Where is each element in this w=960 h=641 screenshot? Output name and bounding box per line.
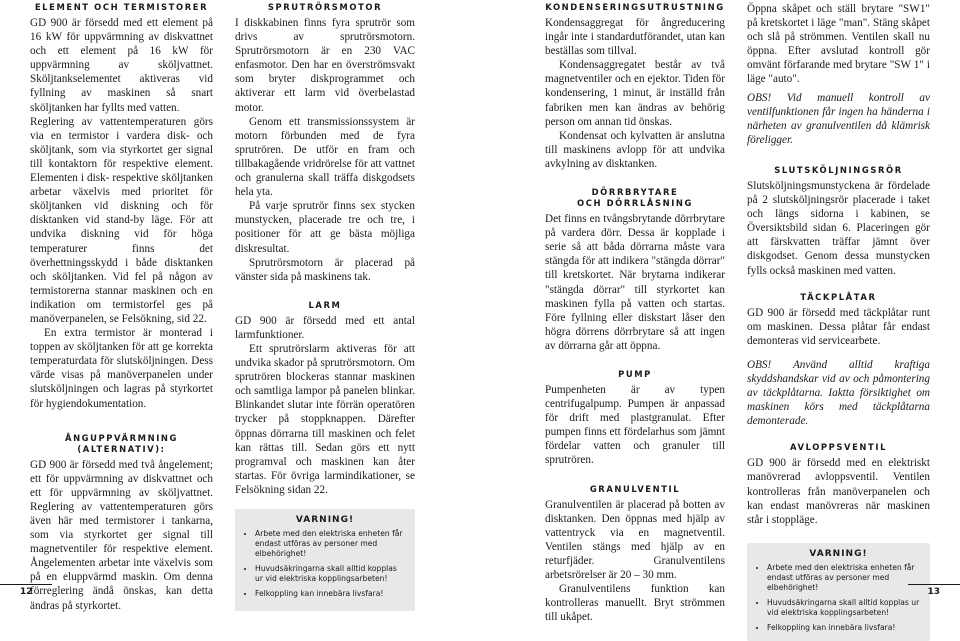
paragraph: GD 900 är försedd med två ångelement; ett för uppvärmning av diskvattnet och ett för uppvärmning av sköljvattnet. Reglering av vattentemperaturen görs även här med termistorer i tankarna, som via styrkortet ger signal till magnetventiler för respektive element. Ångelementen arbetar inte växelvis som på en eluppvärmd maskin. Om denna förreglering ändå önskas, kan detta ändras på styrkortet. xyxy=(30,458,213,612)
column-3 xyxy=(545,0,725,624)
heading-anguppvarmning: ÅNGUPPVÄRMNING (ALTERNATIV): xyxy=(64,432,179,454)
warning-item: • Huvudsäkringarna skall alltid kopplas ur vid elektriska kopplingsarbeten! xyxy=(767,598,920,618)
heading-pump: PUMP xyxy=(618,368,652,379)
paragraph: GD 900 är försedd med täckplåtar runt om maskinen. Dessa plåtar får endast demonteras vid servicearbete. xyxy=(747,306,930,347)
paragraph: Reglering av vattentemperaturen görs via en termistor i vardera disk- och sköljtank, som via styrkortet ger signal till kontaktorn för respektive element. Elementen i disk- respektive sköljtanken arbetar växelvis med prioritet för sköljtanken vid diskning och för disktanken vid stand-by läge. För att undvika diskning vid för höga temperaturer finns det överhettningsskydd i både disktanken och sköljtanken. Vid fel på någon av termistorerna stannar maskinen och en indikation om termistorfel ges på manöverpanelen, se Felsökning, sid 22. xyxy=(30,115,213,325)
heading-larm: LARM xyxy=(308,299,342,310)
paragraph: Genom ett transmissionssystem är motorn förbunden med de fyra sprutrören. De utför en fram och tillbakagående vridrörelse för att vattnet och granulerna skall träffa diskgodsets hela yta. xyxy=(235,115,415,199)
paragraph: Sprutrörsmotorn är placerad på vänster sida på maskinens tak. xyxy=(235,256,415,283)
paragraph: Kondensaggregatet består av två magnetventiler och en ejektor. Tiden för kondensering, 1 minut, är inställd från fabriken men kan ändras av behörig person om annan tid önskas. xyxy=(545,59,725,128)
warning-item: • Felkoppling kan innebära livsfara! xyxy=(255,589,405,599)
paragraph: GD 900 är försedd med ett element på 16 kW för uppvärmning av diskvattnet och ett element på 16 kW för uppvärmning av sköljvattnet. Sköljtankselementet aktiveras vid fyllning av maskinen så snart sköljtanken har fyllts med vatten. xyxy=(30,17,213,114)
paragraph: GD 900 är försedd med ett antal larmfunktioner. xyxy=(235,314,415,341)
warning-item: • Arbete med den elektriska enheten får endast utföras av personer med elbehörighet! xyxy=(255,529,405,559)
warning-item: • Arbete med den elektriska enheten får endast utföras av personer med elbehörighet! xyxy=(767,563,920,593)
column-4 xyxy=(747,0,930,632)
warning-item: • Huvudsäkringarna skall alltid kopplas ur vid elektriska kopplingsarbeten! xyxy=(255,564,405,584)
heading-granulventil: GRANULVENTIL xyxy=(589,483,681,494)
heading-element-termistorer: ELEMENT OCH TERMISTORER xyxy=(34,2,209,12)
column-2 xyxy=(235,0,415,598)
warning-list xyxy=(757,563,920,633)
paragraph: I diskkabinen finns fyra sprutrör som drivs av sprutrörsmotorn. Sprutrörsmotorn är en 230 VAC enfasmotor. Den har en överströmsvakt som bryter diskprogrammet och aktiverar ett larm vid överbelastad motor. xyxy=(235,17,415,114)
paragraph: Det finns en tvångsbrytande dörrbrytare på vardera dörr. Dessa är kopplade i serie så att båda dörrarna måste vara stängda för att indikera "stängda dörrar" till kretskortet. När brytarna indikerar "stängda dörrar" till styrkortet kan maskinen fylla på vatten och startas. Före fyllning eller diskstart låser den högra dörrens dörrbrytare så att ingen av dörrarna går att öppna. xyxy=(545,213,725,352)
paragraph: Kondensaggregat för ångreducering ingår inte i standardutförandet, utan kan beställas som tillval. xyxy=(545,17,725,58)
note-paragraph: OBS! Vid manuell kontroll av ventilfunktionen får ingen ha händerna i närheten av granulventilen då klämrisk föreligger. xyxy=(747,91,930,146)
paragraph: GD 900 är försedd med en elektriskt manövrerad avloppsventil. Ventilen kontrolleras från manöverpanelen och kan endast manövreras när maskinen står i stoppläge. xyxy=(747,457,930,526)
warning-item: • Felkoppling kan innebära livsfara! xyxy=(767,623,920,633)
warning-title: VARNING! xyxy=(809,548,868,559)
paragraph: Kondensat och kylvatten är anslutna till maskinens avlopp för att undvika avkylning av disktanken. xyxy=(545,129,725,170)
note-paragraph: OBS! Använd alltid kraftiga skyddshandskar vid av och påmontering av täckplåtarna. Iaktta försiktighet om maskinen körs med täckplåtarna demonterade. xyxy=(747,358,930,428)
warning-box xyxy=(235,509,415,611)
heading-sprutrorsmotor: SPRUTRÖRSMOTOR xyxy=(267,2,383,12)
paragraph: På varje sprutrör finns sex stycken munstycken, placerade tre och tre, i positioner för att ge bästa möjliga diskresultat. xyxy=(235,200,415,255)
warning-box xyxy=(747,543,930,641)
page-number-left: 12 xyxy=(0,584,52,598)
paragraph: Pumpenheten är av typen centrifugalpump. Pumpen är anpassad för drift med plastgranulat. Efter pumpen finns ett fördelarhus som jämnt fördelar vatten och granuler till sprutrören. xyxy=(545,383,725,467)
warning-title: VARNING! xyxy=(295,515,355,525)
paragraph: Granulventilens funktion kan kontrolleras manuellt. Bryt strömmen till ukåpet. xyxy=(545,583,725,624)
page-number-right: 13 xyxy=(908,584,960,598)
column-1 xyxy=(30,0,213,612)
paragraph: Öppna skåpet och ställ brytare "SW1" på kretskortet i läge "man". Stäng skåpet och slå på strömmen. Ventilen skall nu öppna. Efter avslutad kontroll gör omvänt förfarande med brytare "SW 1" i läge "auto". xyxy=(747,3,930,86)
warning-list xyxy=(245,529,405,599)
paragraph: Granulventilen är placerad på botten av disktanken. Den öppnas med hjälp av vattentryck via en magnetventil. Ventilen stängs med hjälp av en returfjäder. Granulventilens arbetsrörelser är 20 – 30 mm. xyxy=(545,498,725,581)
heading-dorrbrytare: DÖRRBRYTARE xyxy=(591,187,679,198)
paragraph: Slutsköljningsmunstyckena är fördelade på 2 slutsköljningsrör placerade i taket och längs sidorna i kabinen, se Översiktsbild sidan 6. Placeringen gör att färskvatten träffar jämnt över diskgodset. Genom dessa munstycken fylls också maskinen med vatten. xyxy=(747,179,930,277)
heading-tackplatar: TÄCKPLÅTAR xyxy=(800,291,877,302)
paragraph: En extra termistor är monterad i toppen av sköljtanken för att ge korrekta temperaturdata för slutsköljningen. Dess värde visas på manöverpanelen under slutsköljningen och lagras på styrkortet för hygiendokumentation. xyxy=(30,327,213,410)
heading-avloppsventil: AVLOPPSVENTIL xyxy=(789,442,888,453)
paragraph: Ett sprutrörslarm aktiveras för att undvika skador på sprutrörsmotorn. Om sprutrören blockeras stannar maskinen och samtliga lampor på panelen blinkar. Blinkandet slutar inte förrän operatören trycker på stoppknappen. Därefter öppnas dörrarna till maskinen och felet kan rättas till. Sedan görs ett nytt programval och maskinen kan åter startas. För övriga larmindikationer, se Felsökning sidan 22. xyxy=(235,342,415,496)
heading-slutskoljningsror: SLUTSKÖLJNINGSRÖR xyxy=(774,164,903,175)
heading-kondenseringsutrustning: KONDENSERINGSUTRUSTNING xyxy=(545,2,725,12)
heading-dorrlasning: OCH DÖRRLÅSNING xyxy=(576,198,694,209)
